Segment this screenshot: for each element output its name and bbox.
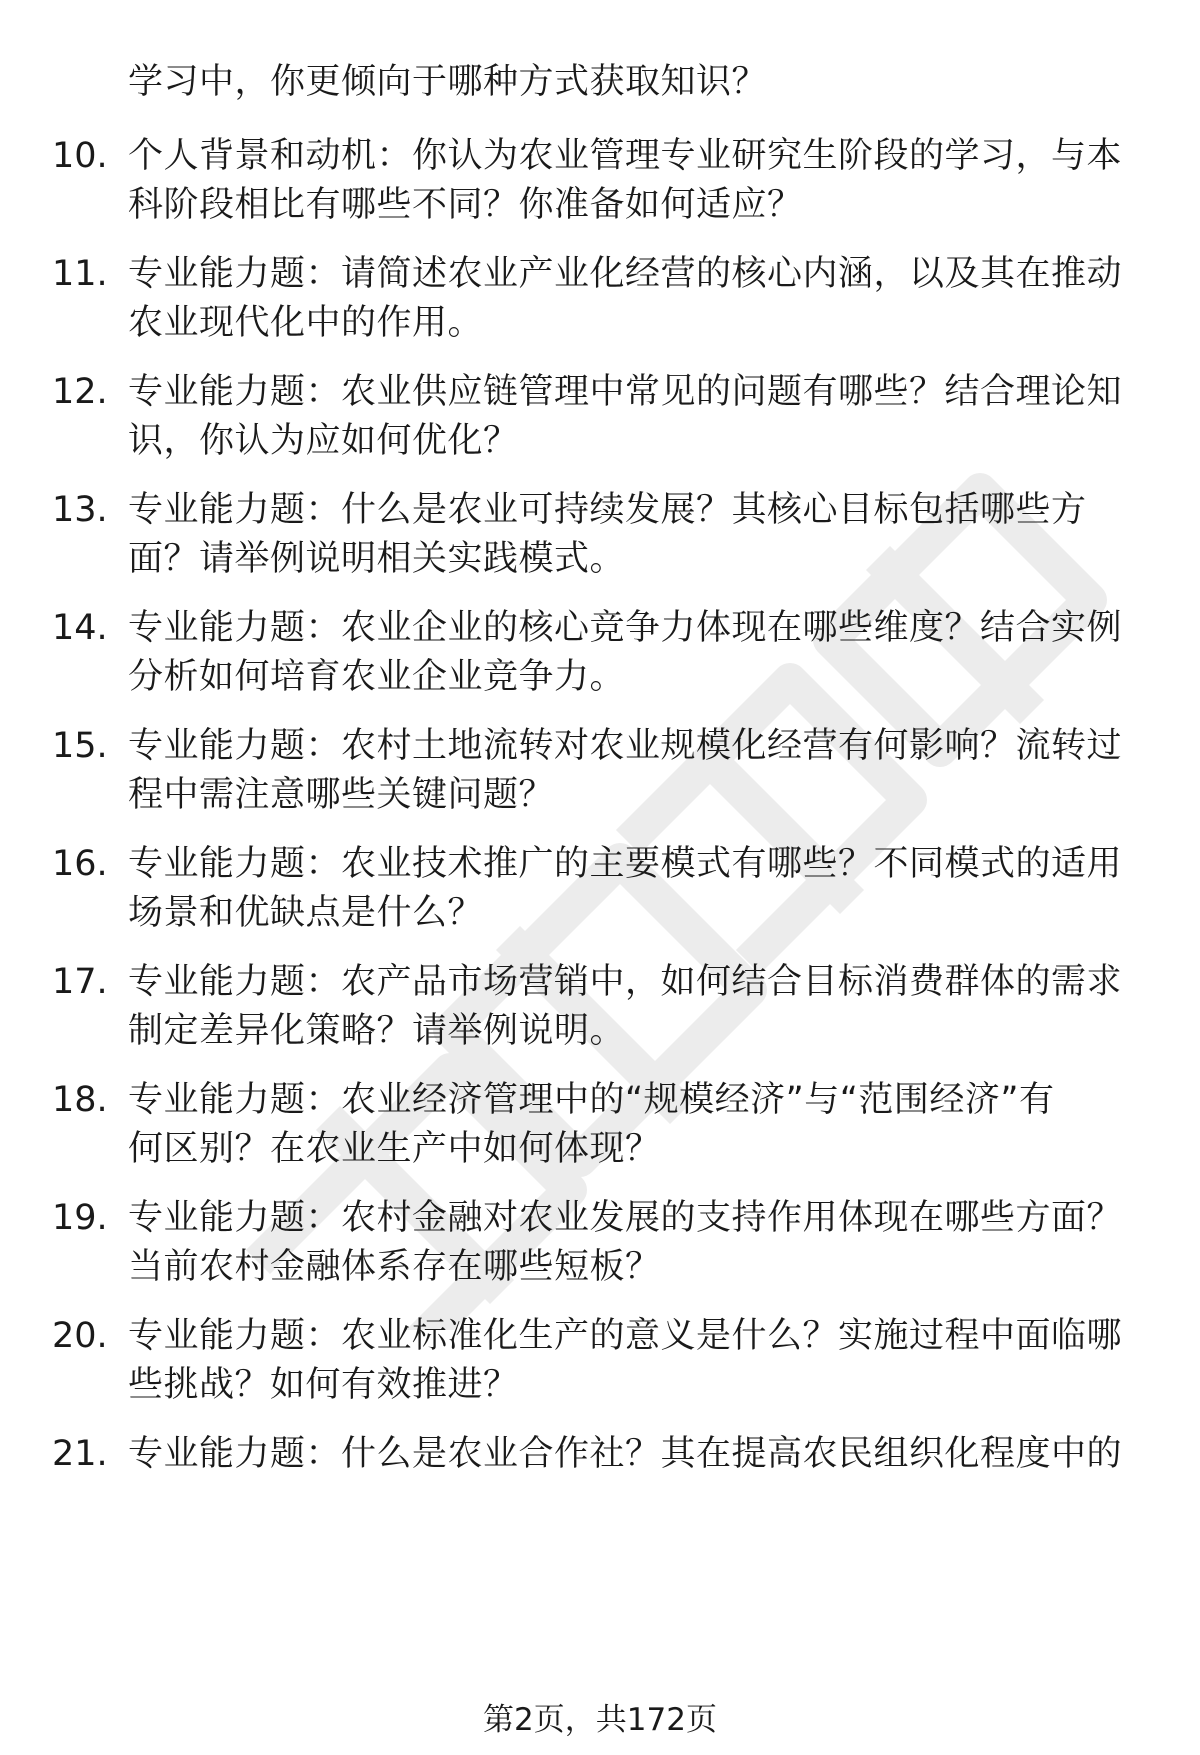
list-item: [0, 1196, 1200, 1296]
list-item: [0, 1078, 1200, 1178]
list-item: [0, 724, 1200, 824]
list-item: [0, 606, 1200, 706]
question-number: 20.: [52, 1316, 108, 1356]
question-text: 专业能力题：农业标准化生产的意义是什么？实施过程中面临哪: [128, 1316, 1123, 1356]
question-text: 专业能力题：请简述农业产业化经营的核心内涵，以及其在推动: [128, 254, 1123, 294]
question-text: 专业能力题：农村土地流转对农业规模化经营有何影响？流转过: [128, 726, 1123, 766]
question-number: 10.: [52, 136, 108, 176]
question-text: 专业能力题：农村金融对农业发展的支持作用体现在哪些方面？: [128, 1198, 1123, 1238]
question-number: 16.: [52, 844, 108, 884]
page-footer: 第2页，共172页: [483, 1702, 717, 1738]
question-number: 17.: [52, 962, 108, 1002]
question-text-continued: 何区别？在农业生产中如何体现？: [128, 1129, 661, 1169]
question-text-continued: 分析如何培育农业企业竞争力。: [128, 657, 626, 697]
question-number: 15.: [52, 726, 108, 766]
question-text-continued: 程中需注意哪些关键问题？: [128, 775, 555, 815]
question-number: 13.: [52, 490, 108, 530]
question-text: 专业能力题：农业技术推广的主要模式有哪些？不同模式的适用: [128, 844, 1123, 884]
list-item: [0, 960, 1200, 1060]
question-text: 专业能力题：农业供应链管理中常见的问题有哪些？结合理论知: [128, 372, 1123, 412]
list-item: [0, 488, 1200, 588]
question-text-continued: 科阶段相比有哪些不同？你准备如何适应？: [128, 185, 803, 225]
question-text-continued: 识，你认为应如何优化？: [128, 421, 519, 461]
question-number: 14.: [52, 608, 108, 648]
list-item: [0, 1432, 1200, 1532]
question-number: 11.: [52, 254, 108, 294]
question-text: 个人背景和动机：你认为农业管理专业研究生阶段的学习，与本: [128, 136, 1123, 176]
question-text: 专业能力题：什么是农业合作社？其在提高农民组织化程度中的: [128, 1434, 1123, 1474]
question-number: 12.: [52, 372, 108, 412]
continued-question-text: 学习中，你更倾向于哪种方式获取知识？: [128, 62, 768, 102]
question-text: 专业能力题：农产品市场营销中，如何结合目标消费群体的需求: [128, 962, 1123, 1002]
question-number: 18.: [52, 1080, 108, 1120]
question-text: 专业能力题：什么是农业可持续发展？其核心目标包括哪些方: [128, 490, 1087, 530]
list-item: [0, 1314, 1200, 1414]
question-text: 专业能力题：农业企业的核心竞争力体现在哪些维度？结合实例: [128, 608, 1123, 648]
question-number: 19.: [52, 1198, 108, 1238]
question-text-continued: 当前农村金融体系存在哪些短板？: [128, 1247, 661, 1287]
question-text-continued: 些挑战？如何有效推进？: [128, 1365, 519, 1405]
question-number: 21.: [52, 1434, 108, 1474]
question-text-continued: 农业现代化中的作用。: [128, 303, 484, 343]
question-text-continued: 场景和优缺点是什么？: [128, 893, 484, 933]
question-text: 专业能力题：农业经济管理中的“规模经济”与“范围经济”有: [128, 1080, 1055, 1120]
question-text-continued: 制定差异化策略？请举例说明。: [128, 1011, 626, 1051]
list-item: [0, 842, 1200, 942]
list-item: [0, 134, 1200, 234]
question-text-continued: 面？请举例说明相关实践模式。: [128, 539, 626, 579]
list-item: [0, 252, 1200, 352]
list-item: [0, 370, 1200, 470]
